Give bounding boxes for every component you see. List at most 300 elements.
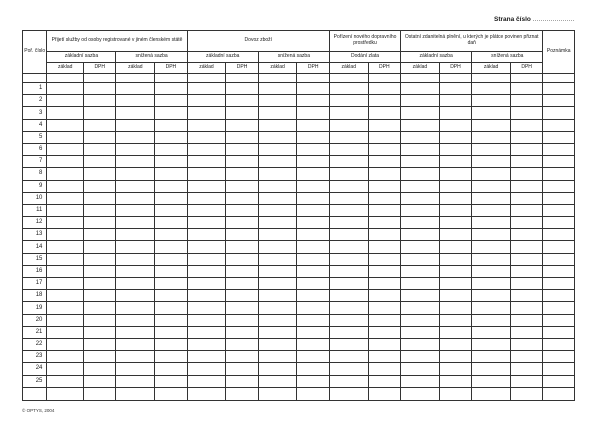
entry-cell[interactable]	[226, 95, 259, 107]
entry-cell[interactable]	[329, 314, 368, 326]
entry-cell[interactable]	[47, 107, 84, 119]
entry-cell[interactable]	[401, 95, 440, 107]
entry-cell[interactable]	[368, 143, 401, 155]
entry-cell[interactable]	[83, 338, 116, 350]
entry-cell[interactable]	[472, 229, 511, 241]
entry-cell[interactable]	[368, 265, 401, 277]
entry-cell[interactable]	[258, 192, 297, 204]
entry-cell[interactable]	[226, 302, 259, 314]
entry-cell[interactable]	[258, 241, 297, 253]
entry-cell[interactable]	[510, 217, 543, 229]
entry-cell[interactable]	[258, 314, 297, 326]
entry-cell[interactable]	[439, 338, 472, 350]
entry-cell[interactable]	[472, 168, 511, 180]
entry-cell[interactable]	[439, 375, 472, 387]
entry-cell[interactable]	[47, 253, 84, 265]
note-cell[interactable]	[543, 302, 575, 314]
entry-cell[interactable]	[472, 314, 511, 326]
entry-cell[interactable]	[187, 229, 226, 241]
entry-cell[interactable]	[155, 83, 188, 95]
entry-cell[interactable]	[226, 204, 259, 216]
entry-cell[interactable]	[329, 192, 368, 204]
entry-cell[interactable]	[297, 314, 330, 326]
entry-cell[interactable]	[401, 204, 440, 216]
entry-cell[interactable]	[472, 253, 511, 265]
entry-cell[interactable]	[472, 95, 511, 107]
entry-cell[interactable]	[439, 74, 472, 83]
entry-cell[interactable]	[510, 143, 543, 155]
entry-cell[interactable]	[472, 107, 511, 119]
entry-cell[interactable]	[155, 180, 188, 192]
entry-cell[interactable]	[472, 217, 511, 229]
entry-cell[interactable]	[83, 168, 116, 180]
entry-cell[interactable]	[187, 131, 226, 143]
entry-cell[interactable]	[47, 168, 84, 180]
entry-cell[interactable]	[297, 217, 330, 229]
entry-cell[interactable]	[472, 265, 511, 277]
entry-cell[interactable]	[368, 204, 401, 216]
entry-cell[interactable]	[258, 156, 297, 168]
entry-cell[interactable]	[116, 363, 155, 375]
entry-cell[interactable]	[368, 83, 401, 95]
entry-cell[interactable]	[297, 168, 330, 180]
entry-cell[interactable]	[297, 290, 330, 302]
entry-cell[interactable]	[47, 83, 84, 95]
entry-cell[interactable]	[510, 131, 543, 143]
note-cell[interactable]	[543, 156, 575, 168]
entry-cell[interactable]	[472, 278, 511, 290]
entry-cell[interactable]	[297, 302, 330, 314]
entry-cell[interactable]	[401, 180, 440, 192]
entry-cell[interactable]	[155, 143, 188, 155]
entry-cell[interactable]	[187, 180, 226, 192]
entry-cell[interactable]	[258, 351, 297, 363]
entry-cell[interactable]	[187, 143, 226, 155]
entry-cell[interactable]	[368, 302, 401, 314]
entry-cell[interactable]	[116, 217, 155, 229]
entry-cell[interactable]	[187, 168, 226, 180]
entry-cell[interactable]	[258, 326, 297, 338]
entry-cell[interactable]	[155, 119, 188, 131]
entry-cell[interactable]	[329, 229, 368, 241]
entry-cell[interactable]	[368, 131, 401, 143]
entry-cell[interactable]	[368, 363, 401, 375]
entry-cell[interactable]	[439, 143, 472, 155]
entry-cell[interactable]	[116, 326, 155, 338]
entry-cell[interactable]	[297, 83, 330, 95]
entry-cell[interactable]	[439, 131, 472, 143]
entry-cell[interactable]	[47, 338, 84, 350]
entry-cell[interactable]	[83, 265, 116, 277]
entry-cell[interactable]	[155, 168, 188, 180]
entry-cell[interactable]	[258, 74, 297, 83]
entry-cell[interactable]	[258, 253, 297, 265]
entry-cell[interactable]	[510, 119, 543, 131]
entry-cell[interactable]	[187, 326, 226, 338]
entry-cell[interactable]	[329, 143, 368, 155]
entry-cell[interactable]	[155, 375, 188, 387]
note-cell[interactable]	[543, 351, 575, 363]
note-cell[interactable]	[543, 338, 575, 350]
entry-cell[interactable]	[401, 241, 440, 253]
note-cell[interactable]	[543, 204, 575, 216]
entry-cell[interactable]	[187, 217, 226, 229]
note-cell[interactable]	[543, 180, 575, 192]
entry-cell[interactable]	[116, 229, 155, 241]
entry-cell[interactable]	[83, 363, 116, 375]
entry-cell[interactable]	[116, 290, 155, 302]
entry-cell[interactable]	[116, 143, 155, 155]
entry-cell[interactable]	[401, 314, 440, 326]
entry-cell[interactable]	[510, 338, 543, 350]
entry-cell[interactable]	[510, 302, 543, 314]
entry-cell[interactable]	[47, 119, 84, 131]
entry-cell[interactable]	[439, 278, 472, 290]
entry-cell[interactable]	[401, 375, 440, 387]
entry-cell[interactable]	[297, 241, 330, 253]
entry-cell[interactable]	[401, 302, 440, 314]
entry-cell[interactable]	[187, 74, 226, 83]
entry-cell[interactable]	[116, 265, 155, 277]
note-cell[interactable]	[543, 229, 575, 241]
entry-cell[interactable]	[116, 156, 155, 168]
entry-cell[interactable]	[155, 387, 188, 400]
entry-cell[interactable]	[116, 95, 155, 107]
note-cell[interactable]	[543, 74, 575, 83]
entry-cell[interactable]	[401, 351, 440, 363]
entry-cell[interactable]	[329, 253, 368, 265]
entry-cell[interactable]	[368, 351, 401, 363]
entry-cell[interactable]	[297, 119, 330, 131]
note-cell[interactable]	[543, 192, 575, 204]
entry-cell[interactable]	[510, 278, 543, 290]
entry-cell[interactable]	[297, 131, 330, 143]
entry-cell[interactable]	[472, 180, 511, 192]
note-cell[interactable]	[543, 363, 575, 375]
entry-cell[interactable]	[297, 326, 330, 338]
entry-cell[interactable]	[297, 180, 330, 192]
entry-cell[interactable]	[116, 278, 155, 290]
entry-cell[interactable]	[510, 363, 543, 375]
entry-cell[interactable]	[329, 204, 368, 216]
entry-cell[interactable]	[439, 192, 472, 204]
entry-cell[interactable]	[47, 241, 84, 253]
entry-cell[interactable]	[368, 387, 401, 400]
entry-cell[interactable]	[155, 131, 188, 143]
entry-cell[interactable]	[439, 351, 472, 363]
entry-cell[interactable]	[47, 156, 84, 168]
entry-cell[interactable]	[226, 119, 259, 131]
entry-cell[interactable]	[187, 351, 226, 363]
entry-cell[interactable]	[47, 95, 84, 107]
entry-cell[interactable]	[83, 351, 116, 363]
entry-cell[interactable]	[510, 314, 543, 326]
entry-cell[interactable]	[116, 74, 155, 83]
entry-cell[interactable]	[297, 363, 330, 375]
entry-cell[interactable]	[116, 241, 155, 253]
entry-cell[interactable]	[439, 204, 472, 216]
entry-cell[interactable]	[329, 156, 368, 168]
entry-cell[interactable]	[116, 302, 155, 314]
entry-cell[interactable]	[187, 387, 226, 400]
entry-cell[interactable]	[368, 119, 401, 131]
entry-cell[interactable]	[472, 204, 511, 216]
entry-cell[interactable]	[329, 375, 368, 387]
entry-cell[interactable]	[297, 338, 330, 350]
note-cell[interactable]	[543, 265, 575, 277]
entry-cell[interactable]	[83, 192, 116, 204]
entry-cell[interactable]	[329, 351, 368, 363]
note-cell[interactable]	[543, 314, 575, 326]
entry-cell[interactable]	[472, 143, 511, 155]
entry-cell[interactable]	[83, 74, 116, 83]
entry-cell[interactable]	[226, 314, 259, 326]
entry-cell[interactable]	[297, 229, 330, 241]
entry-cell[interactable]	[83, 278, 116, 290]
entry-cell[interactable]	[368, 314, 401, 326]
entry-cell[interactable]	[329, 326, 368, 338]
entry-cell[interactable]	[510, 83, 543, 95]
entry-cell[interactable]	[187, 95, 226, 107]
entry-cell[interactable]	[116, 107, 155, 119]
entry-cell[interactable]	[297, 387, 330, 400]
entry-cell[interactable]	[83, 375, 116, 387]
entry-cell[interactable]	[47, 192, 84, 204]
entry-cell[interactable]	[226, 351, 259, 363]
entry-cell[interactable]	[401, 131, 440, 143]
entry-cell[interactable]	[116, 253, 155, 265]
entry-cell[interactable]	[226, 229, 259, 241]
entry-cell[interactable]	[439, 253, 472, 265]
entry-cell[interactable]	[472, 156, 511, 168]
entry-cell[interactable]	[83, 204, 116, 216]
entry-cell[interactable]	[297, 74, 330, 83]
entry-cell[interactable]	[472, 131, 511, 143]
entry-cell[interactable]	[83, 95, 116, 107]
note-cell[interactable]	[543, 83, 575, 95]
entry-cell[interactable]	[297, 375, 330, 387]
entry-cell[interactable]	[401, 265, 440, 277]
entry-cell[interactable]	[226, 156, 259, 168]
note-cell[interactable]	[543, 217, 575, 229]
entry-cell[interactable]	[116, 192, 155, 204]
entry-cell[interactable]	[116, 83, 155, 95]
entry-cell[interactable]	[368, 290, 401, 302]
entry-cell[interactable]	[226, 326, 259, 338]
entry-cell[interactable]	[439, 241, 472, 253]
entry-cell[interactable]	[187, 253, 226, 265]
entry-cell[interactable]	[368, 241, 401, 253]
entry-cell[interactable]	[226, 107, 259, 119]
entry-cell[interactable]	[439, 229, 472, 241]
entry-cell[interactable]	[439, 314, 472, 326]
entry-cell[interactable]	[155, 290, 188, 302]
entry-cell[interactable]	[368, 375, 401, 387]
entry-cell[interactable]	[401, 387, 440, 400]
entry-cell[interactable]	[439, 168, 472, 180]
page-number-field[interactable]: .....................	[532, 16, 575, 23]
note-cell[interactable]	[543, 253, 575, 265]
entry-cell[interactable]	[510, 180, 543, 192]
entry-cell[interactable]	[83, 229, 116, 241]
entry-cell[interactable]	[401, 253, 440, 265]
entry-cell[interactable]	[368, 95, 401, 107]
entry-cell[interactable]	[226, 278, 259, 290]
entry-cell[interactable]	[116, 387, 155, 400]
entry-cell[interactable]	[258, 363, 297, 375]
entry-cell[interactable]	[116, 375, 155, 387]
entry-cell[interactable]	[472, 375, 511, 387]
entry-cell[interactable]	[510, 74, 543, 83]
entry-cell[interactable]	[439, 180, 472, 192]
entry-cell[interactable]	[510, 168, 543, 180]
entry-cell[interactable]	[472, 351, 511, 363]
entry-cell[interactable]	[258, 338, 297, 350]
entry-cell[interactable]	[155, 278, 188, 290]
note-cell[interactable]	[543, 241, 575, 253]
entry-cell[interactable]	[187, 314, 226, 326]
entry-cell[interactable]	[472, 119, 511, 131]
entry-cell[interactable]	[155, 156, 188, 168]
entry-cell[interactable]	[439, 265, 472, 277]
entry-cell[interactable]	[83, 314, 116, 326]
entry-cell[interactable]	[155, 204, 188, 216]
entry-cell[interactable]	[472, 363, 511, 375]
entry-cell[interactable]	[510, 375, 543, 387]
entry-cell[interactable]	[47, 143, 84, 155]
entry-cell[interactable]	[258, 168, 297, 180]
entry-cell[interactable]	[83, 253, 116, 265]
entry-cell[interactable]	[155, 314, 188, 326]
entry-cell[interactable]	[187, 338, 226, 350]
entry-cell[interactable]	[47, 314, 84, 326]
entry-cell[interactable]	[329, 290, 368, 302]
entry-cell[interactable]	[83, 143, 116, 155]
entry-cell[interactable]	[510, 95, 543, 107]
entry-cell[interactable]	[368, 326, 401, 338]
entry-cell[interactable]	[155, 229, 188, 241]
entry-cell[interactable]	[401, 143, 440, 155]
entry-cell[interactable]	[329, 131, 368, 143]
entry-cell[interactable]	[226, 131, 259, 143]
entry-cell[interactable]	[83, 107, 116, 119]
entry-cell[interactable]	[155, 107, 188, 119]
entry-cell[interactable]	[297, 265, 330, 277]
entry-cell[interactable]	[83, 119, 116, 131]
entry-cell[interactable]	[226, 168, 259, 180]
entry-cell[interactable]	[401, 156, 440, 168]
entry-cell[interactable]	[258, 375, 297, 387]
entry-cell[interactable]	[439, 387, 472, 400]
entry-cell[interactable]	[329, 302, 368, 314]
entry-cell[interactable]	[329, 74, 368, 83]
note-cell[interactable]	[543, 131, 575, 143]
entry-cell[interactable]	[439, 217, 472, 229]
entry-cell[interactable]	[472, 83, 511, 95]
entry-cell[interactable]	[226, 217, 259, 229]
entry-cell[interactable]	[258, 180, 297, 192]
entry-cell[interactable]	[258, 290, 297, 302]
entry-cell[interactable]	[368, 229, 401, 241]
entry-cell[interactable]	[472, 290, 511, 302]
entry-cell[interactable]	[329, 180, 368, 192]
entry-cell[interactable]	[329, 107, 368, 119]
entry-cell[interactable]	[47, 351, 84, 363]
entry-cell[interactable]	[226, 387, 259, 400]
entry-cell[interactable]	[297, 156, 330, 168]
entry-cell[interactable]	[401, 217, 440, 229]
entry-cell[interactable]	[401, 192, 440, 204]
entry-cell[interactable]	[47, 278, 84, 290]
entry-cell[interactable]	[116, 338, 155, 350]
entry-cell[interactable]	[226, 375, 259, 387]
entry-cell[interactable]	[187, 156, 226, 168]
entry-cell[interactable]	[510, 241, 543, 253]
entry-cell[interactable]	[187, 290, 226, 302]
entry-cell[interactable]	[329, 119, 368, 131]
entry-cell[interactable]	[510, 192, 543, 204]
entry-cell[interactable]	[368, 107, 401, 119]
entry-cell[interactable]	[472, 387, 511, 400]
entry-cell[interactable]	[258, 95, 297, 107]
entry-cell[interactable]	[47, 131, 84, 143]
entry-cell[interactable]	[297, 351, 330, 363]
entry-cell[interactable]	[510, 351, 543, 363]
entry-cell[interactable]	[47, 265, 84, 277]
entry-cell[interactable]	[401, 326, 440, 338]
entry-cell[interactable]	[329, 241, 368, 253]
entry-cell[interactable]	[510, 107, 543, 119]
entry-cell[interactable]	[510, 204, 543, 216]
entry-cell[interactable]	[83, 387, 116, 400]
entry-cell[interactable]	[116, 351, 155, 363]
entry-cell[interactable]	[83, 302, 116, 314]
entry-cell[interactable]	[155, 338, 188, 350]
entry-cell[interactable]	[155, 74, 188, 83]
entry-cell[interactable]	[47, 229, 84, 241]
entry-cell[interactable]	[329, 168, 368, 180]
entry-cell[interactable]	[155, 217, 188, 229]
entry-cell[interactable]	[187, 204, 226, 216]
entry-cell[interactable]	[401, 363, 440, 375]
entry-cell[interactable]	[155, 265, 188, 277]
entry-cell[interactable]	[187, 107, 226, 119]
entry-cell[interactable]	[83, 156, 116, 168]
entry-cell[interactable]	[258, 229, 297, 241]
entry-cell[interactable]	[258, 278, 297, 290]
entry-cell[interactable]	[226, 143, 259, 155]
entry-cell[interactable]	[510, 387, 543, 400]
entry-cell[interactable]	[439, 95, 472, 107]
entry-cell[interactable]	[439, 83, 472, 95]
entry-cell[interactable]	[258, 387, 297, 400]
entry-cell[interactable]	[187, 375, 226, 387]
entry-cell[interactable]	[83, 83, 116, 95]
entry-cell[interactable]	[368, 253, 401, 265]
entry-cell[interactable]	[155, 192, 188, 204]
entry-cell[interactable]	[116, 204, 155, 216]
entry-cell[interactable]	[47, 290, 84, 302]
entry-cell[interactable]	[187, 265, 226, 277]
entry-cell[interactable]	[368, 180, 401, 192]
entry-cell[interactable]	[47, 363, 84, 375]
entry-cell[interactable]	[155, 253, 188, 265]
entry-cell[interactable]	[155, 326, 188, 338]
entry-cell[interactable]	[472, 241, 511, 253]
entry-cell[interactable]	[226, 192, 259, 204]
entry-cell[interactable]	[47, 204, 84, 216]
entry-cell[interactable]	[297, 143, 330, 155]
